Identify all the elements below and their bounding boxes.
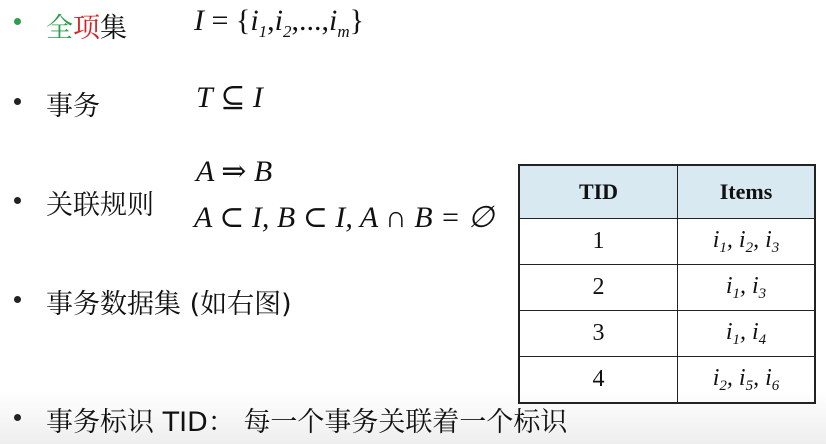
math-i2: i [274, 4, 284, 37]
math-i2-sub: 2 [283, 22, 292, 41]
item-letter: i [752, 318, 759, 345]
rule-formula-2: A ⊂ I, B ⊂ I, A ∩ B = ∅ [194, 201, 494, 234]
tid-label-text: 事务标识 TID： [46, 407, 235, 438]
dataset-label: 事务数据集 (如右图) [46, 289, 292, 320]
bullet-dot [14, 296, 21, 303]
item-letter: i [725, 318, 733, 345]
math-I: I [194, 4, 204, 37]
math-subseteq: ⊆ [212, 81, 253, 114]
itemset-label [46, 6, 127, 45]
itemset-label-ji: 集 [100, 13, 127, 44]
table-row [519, 265, 815, 311]
tid-cell: 1 [519, 219, 678, 265]
math-ellipsis: ,..., [291, 4, 330, 37]
item-index: 3 [771, 239, 780, 256]
item-index: 1 [732, 285, 740, 302]
table-header-row [519, 165, 815, 219]
rule-label: 关联规则 [46, 190, 154, 221]
itemset-formula: $I = \{i_1,i_2,...,i_m\}$ [194, 4, 365, 41]
transaction-table [518, 164, 816, 404]
header-items: Items [678, 165, 816, 219]
tid-label [46, 400, 567, 439]
item-index: 1 [719, 239, 727, 256]
math-eq: = { [204, 4, 251, 37]
items-cell: $i_1$, $i_4$ [678, 311, 816, 357]
tid-cell: 3 [519, 311, 678, 357]
item-letter: i [765, 226, 772, 253]
tid-cell: 2 [519, 265, 678, 311]
table-row [519, 357, 815, 404]
itemset-label-xiang: 项 [73, 13, 100, 44]
math-T: T [196, 81, 213, 114]
math-close: } [349, 4, 365, 37]
bullet-dot [14, 414, 21, 421]
item-letter: i [765, 364, 772, 391]
tid-description: 每一个事务关联着一个标识 [243, 407, 568, 438]
item-letter: i [725, 272, 733, 299]
tid-cell: 4 [519, 357, 678, 404]
item-index: 1 [732, 331, 740, 348]
items-cell: $i_2$, $i_5$, $i_6$ [678, 357, 816, 404]
items-cell: $i_1$, $i_3$ [678, 265, 816, 311]
math-trans-I: I [252, 81, 263, 114]
item-index: 3 [758, 285, 767, 302]
rule-formula-1: A ⇒ B [196, 155, 273, 188]
bullet-dot [14, 98, 21, 105]
item-index: 2 [745, 239, 754, 256]
item-letter: i [712, 226, 720, 253]
header-tid: TID [519, 165, 678, 219]
itemset-label-quan: 全 [46, 13, 73, 44]
item-index: 2 [719, 377, 727, 394]
transaction-formula [196, 80, 263, 115]
item-index: 6 [771, 377, 780, 394]
math-im-sub: m [337, 22, 350, 41]
table-row [519, 311, 815, 357]
math-im: i [329, 4, 338, 37]
item-index: 5 [745, 377, 754, 394]
math-i1-sub: 1 [258, 22, 268, 41]
table-row [519, 219, 815, 265]
item-letter: i [738, 364, 746, 391]
item-index: 4 [758, 331, 767, 348]
bullet-dot-green [14, 18, 21, 25]
math-i1: i [250, 4, 259, 37]
item-letter: i [752, 272, 759, 299]
bullet-dot [14, 197, 21, 204]
item-letter: i [738, 226, 746, 253]
transaction-label: 事务 [46, 91, 100, 122]
item-letter: i [712, 364, 720, 391]
items-cell: $i_1$, $i_2$, $i_3$ [678, 219, 816, 265]
